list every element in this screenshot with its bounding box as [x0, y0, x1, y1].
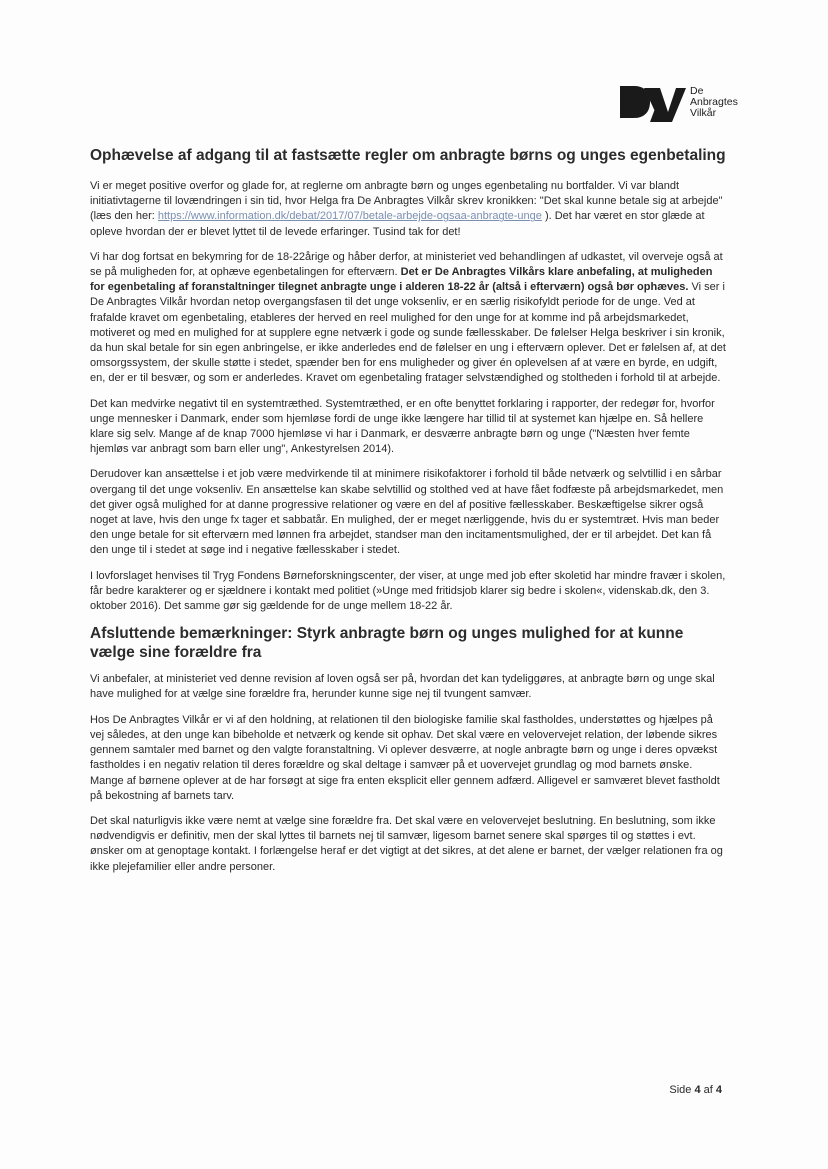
section-1-heading: Ophævelse af adgang til at fastsætte regler om anbragte børns og unges egenbetaling — [90, 147, 726, 164]
document-body — [90, 146, 728, 885]
logo-line-1: De — [690, 84, 704, 97]
paragraph: I lovforslaget henvises til Tryg Fondens Børneforskningscenter, der viser, at unge med job efter skoletid har mindre fravær i skolen, får bedre karakterer og er sjældnere i kontakt med politiet (»Unge med fritidsjob klarer sig bedre i skolen«, videnskab.dk, den 3. oktober 2016). Det samme gør sig gældende for de unge mellem 18-22 år. — [90, 569, 726, 613]
page-prefix: Side — [669, 1084, 695, 1096]
current-page: 4 — [694, 1084, 701, 1096]
paragraph-text: Vi er meget positive overfor og glade for, at reglerne om anbragte børn og unges egenbetaling nu bortfalder. Vi var blandt initiativtagerne til lovændringen i sin tid, hvor Helga fra De Anbragtes Vilkår skrev kronikken: "Det skal kunne betale sig at arbejde" (læs den her: — [90, 180, 723, 223]
logo-text — [690, 86, 738, 119]
page-number — [669, 1084, 722, 1096]
paragraph-text: Vi ser i De Anbragtes Vilkår hvordan netop overgangsfasen til det unge voksenliv, er en særlig risikofyldt periode for de unge. Ved at frafalde kravet om egenbetaling, etableres der herved en reel mulighed for den unge for at komme ind på arbejdsmarkedet, motiveret og med en mulighed for at supplere egne netværk i gode og sunde fællesskaber. De følelser Helga beskriver i sin kronik, da hun skal betale for sin egen anbringelse, er ikke anderledes end de følelser en ung i efterværn oplever. Det er følelsen af, at det omsorgssystem, der skulle støtte i stedet, spænder ben for ens muligheder og giver én oplevelsen af at være en byrde, en udgift, en, der er til besvær, og som er anderledes. Kravet om egenbetaling fratager selvstændighed og stoltheden i forhold til at arbejde. — [90, 281, 726, 385]
page-middle: af — [700, 1084, 716, 1096]
paragraph: Hos De Anbragtes Vilkår er vi af den holdning, at relationen til den biologiske familie skal fastholdes, understøttes og hjælpes på vej således, at den unge kan bibeholde et netværk og kende sit ophav. Det skal være en velovervejet relation, der løbende sikres gennem samtaler med barnet og den valgte foranstaltning. Vi oplever desværre, at nogle anbragte børn og unge i deres opvækst fastholdes i en negativ relation til deres forældre og skal deltage i samvær på et uovervejet grundlag og mod barnets ønske. Mange af børnene oplever at de har forsøgt at sige fra enten eksplicit eller gennem adfærd. Alligevel er samværet blevet fastholdt på bekostning af barnets tarv. — [90, 713, 720, 802]
paragraph: Vi anbefaler, at ministeriet ved denne revision af loven også ser på, hvordan det kan tydeliggøres, at anbragte børn og unge skal have mulighed for at vælge sine forældre fra, herunder kunne sige nej til tvungent samvær. — [90, 673, 715, 701]
paragraph: Derudover kan ansættelse i et job være medvirkende til at minimere risikofaktorer i forhold til både netværk og selvtillid i en sårbar overgang til det unge voksenliv. En ansættelse kan skabe selvtillid og stolthed ved at have fået fodfæste på arbejdsmarkedet, men det giver også mulighed for at danne progressive relationer og være en del af positive fællesskaber. Beskæftigelse sikrer også noget at lave, hvis den unge fx tager et sabbatår. En mulighed, der er meget nærliggende, hvis du er systemtræt. Hvis man beder den unge betale for sit efterværn med lønnen fra arbejdet, standser man den incitamentsmulighed, der er til arbejdet. Det kan få den unge til i stedet at søge ind i negative fællesskaber i stedet. — [90, 468, 724, 557]
paragraph — [90, 179, 728, 240]
recommendation-bold: Det er De Anbragtes Vilkårs klare anbefaling, at muligheden for egenbetaling af foranstaltninger tilegnet anbragte unge i alderen 18-22 år (altså i efterværn) også bør ophæves. — [90, 266, 713, 294]
logo-line-3: Vilkår — [690, 106, 717, 119]
paragraph-text: Vi har dog fortsat en bekymring for de 18-22årige og håber derfor, at ministeriet ved behandlingen af udkastet, vil overveje også at se på muligheden for, at ophæve egenbetalingen for efterværn. — [90, 250, 723, 279]
logo — [620, 82, 738, 122]
section-2-heading: Afsluttende bemærkninger: Styrk anbragte børn og unges mulighed for at kunne vælge sine forældre fra — [90, 625, 684, 662]
paragraph-text: ). Det har været en stor glæde at opleve hvordan der er blevet lyttet til de levede erfaringer. Tusind tak for det! — [90, 210, 705, 238]
total-pages: 4 — [715, 1084, 722, 1096]
paragraph: Det skal naturligvis ikke være nemt at vælge sine forældre fra. Det skal være en velovervejet beslutning. En beslutning, som ikke nødvendigvis er definitiv, men der skal lyttes til barnets nej til samvær, ligesom barnet senere skal spørges til og støttes i evt. ønsker om at genoptage kontakt. I forlængelse heraf er det vigtigt at det sikres, at det alene er barnet, der vælger relationen fra og ikke plejefamilier eller andre personer. — [90, 814, 723, 873]
dav-logo-icon — [620, 82, 686, 122]
paragraph: Det kan medvirke negativt til en systemtræthed. Systemtræthed, er en ofte benyttet forklaring i rapporter, der redegør for, hvorfor unge mennesker i Danmark, ender som hjemløse fordi de unge ikke længere har tillid til at systemet kan hjælpe en. Så hellere klare sig selv. Mange af de knap 7000 hjemløse vi har i Danmark, er desværre anbragte børn og unge ("Næsten hver femte hjemløs var anbragt som barn eller ung", Ankestyrelsen 2014). — [90, 397, 715, 456]
article-link[interactable]: https://www.information.dk/debat/2017/07/betale-arbejde-ogsaa-anbragte-unge — [157, 210, 542, 223]
paragraph — [90, 250, 728, 387]
logo-line-2: Anbragtes — [690, 95, 738, 108]
